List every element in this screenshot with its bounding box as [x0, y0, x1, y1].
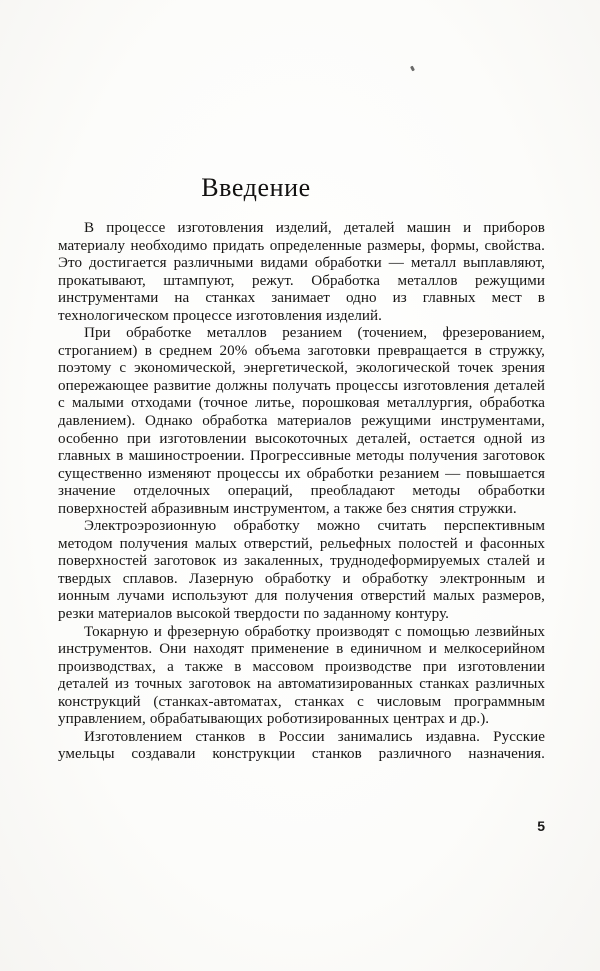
page-number: 5: [537, 818, 545, 834]
paragraph: Электроэрозионную обработку можно считать перспективным методом получения малых отверстий, рельефных полостей и фасонных поверхностей заготовок из закаленных, труднодеформируемых сталей и твердых сплавов. Лазерную обработку и обработку электронным и ионным лучами используют для получения отверстий малых размеров, резки материалов высокой твердости по заданному контуру.: [58, 518, 545, 623]
paragraph: Изготовлением станков в России занимались издавна. Русские умельцы создавали конструкции станков различного назначения.: [58, 728, 545, 763]
scan-speck-artifact: [410, 66, 415, 72]
paragraph: Токарную и фрезерную обработку производят с помощью лезвийных инструментов. Они находят применение в единичном и мелкосерийном производствах, а также в массовом производстве при изготовлении деталей из точных заготовок на автоматизированных станках различных конструкций (станках-автоматах, станках с числовым программным управлением, обрабатывающих роботизированных центрах и др.).: [58, 623, 545, 728]
paragraph: При обработке металлов резанием (точением, фрезерованием, строганием) в среднем 20% объема заготовки превращается в стружку, поэтому с экономической, энергетической, экологической точек зрения опережающее развитие должны получать процессы изготовления деталей с малыми отходами (точное литье, порошковая металлургия, обработка давлением). Однако обработка материалов режущими инструментами, особенно при изготовлении высокоточных деталей, остается одной из главных в машиностроении. Прогрессивные методы получения заготовок существенно изменяют процессы их обработки резанием — повышается значение отделочных операций, преобладают методы обработки поверхностей абразивным инструментом, а также без снятия стружки.: [58, 325, 545, 517]
body-text-block: [58, 220, 545, 764]
paragraph: В процессе изготовления изделий, деталей машин и приборов материалу необходимо придать определенные размеры, формы, свойства. Это достигается различными видами обработки — металл выплавляют, прокатывают, штампуют, режут. Обработка металлов режущими инструментами на станках занимает одно из главных мест в технологическом процессе изготовления изделий.: [58, 220, 545, 324]
page-title: Введение: [201, 173, 311, 203]
